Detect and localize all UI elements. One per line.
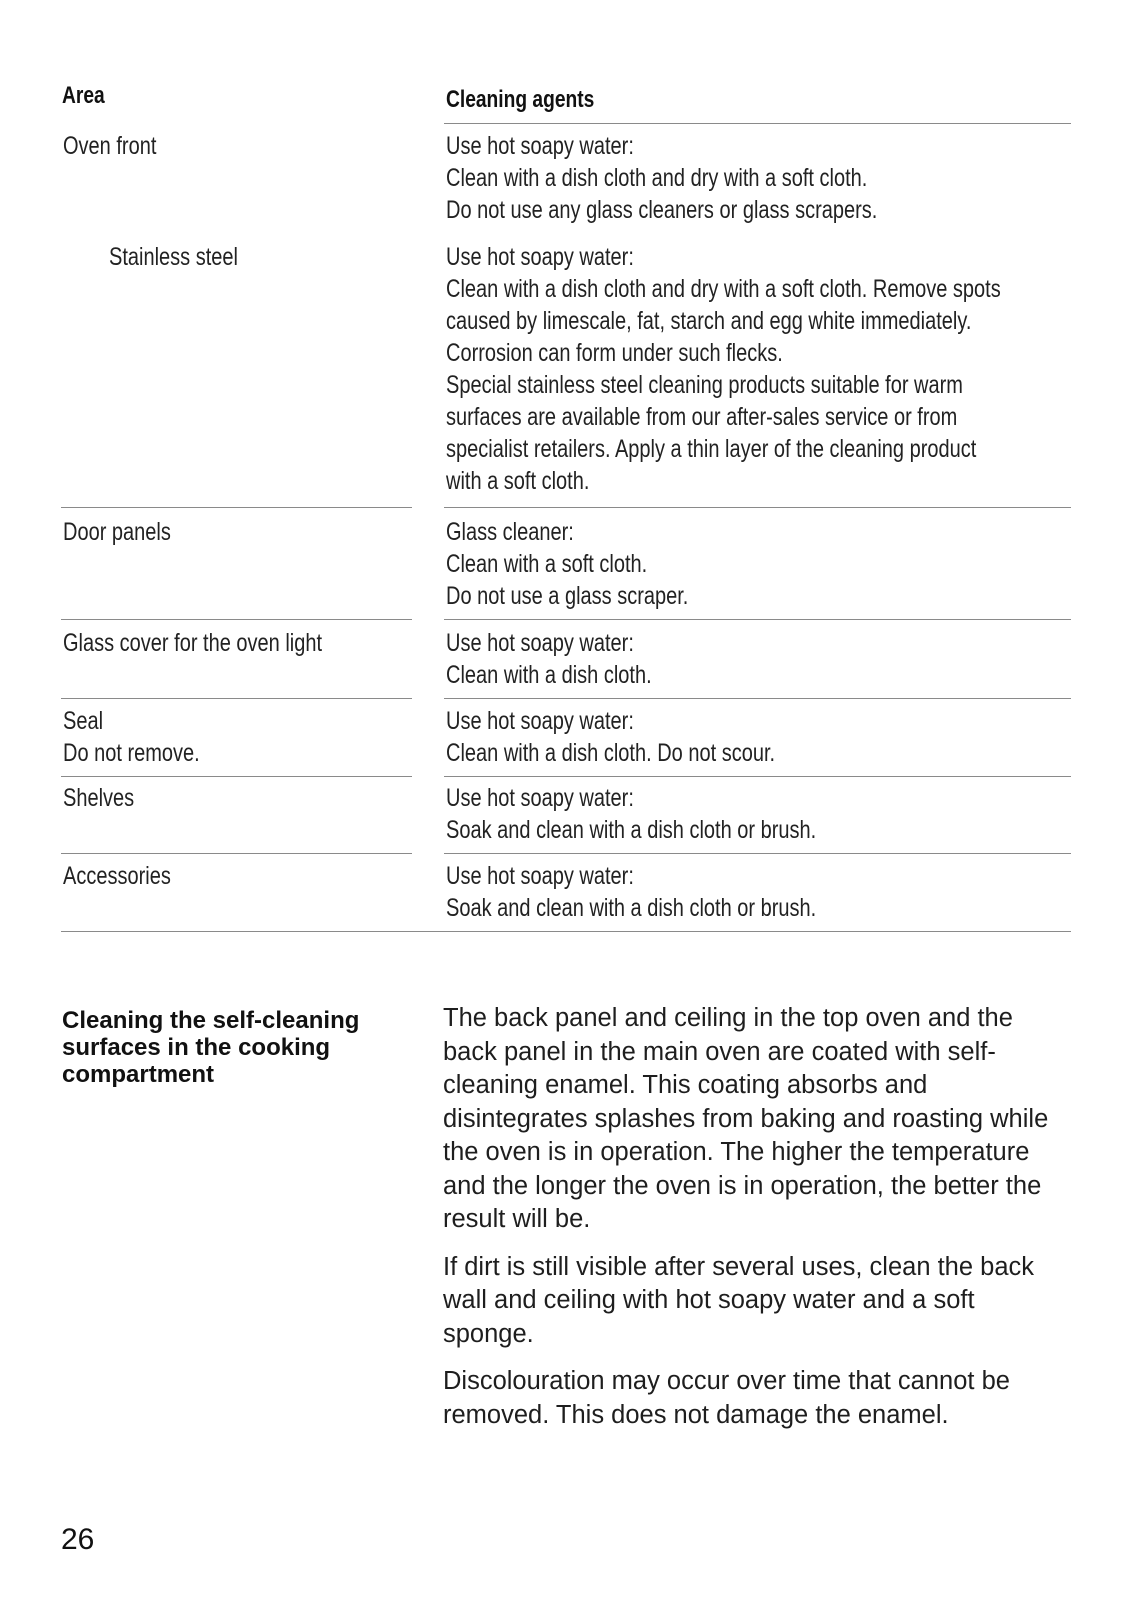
row-divider <box>61 507 412 508</box>
header-divider <box>444 123 1071 124</box>
agent-line: Special stainless steel cleaning products suitable for warm <box>446 371 963 399</box>
agent-line: caused by limescale, fat, starch and egg white immediately. <box>446 307 972 335</box>
agent-line: Glass cleaner: <box>446 518 574 546</box>
agent-line: Use hot soapy water: <box>446 132 634 160</box>
agent-line: Use hot soapy water: <box>446 862 634 890</box>
row-divider <box>444 853 1071 854</box>
row-divider <box>61 698 412 699</box>
agent-line: Use hot soapy water: <box>446 243 634 271</box>
table-row-area <box>109 241 238 273</box>
agent-line: with a soft cloth. <box>446 467 590 495</box>
column-header-cleaning-agents: Cleaning agents <box>446 86 595 113</box>
agent-line: Use hot soapy water: <box>446 707 634 735</box>
table-row-area <box>63 860 171 892</box>
table-row-agents <box>446 516 688 612</box>
row-divider <box>61 619 412 620</box>
agent-line: specialist retailers. Apply a thin layer of the cleaning product <box>446 435 977 463</box>
table-row-area <box>63 782 134 814</box>
agent-line: Clean with a soft cloth. <box>446 550 648 578</box>
row-divider <box>444 507 1071 508</box>
table-row-agents <box>446 241 1001 497</box>
area-label: Glass cover for the oven light <box>63 629 323 657</box>
row-divider <box>444 776 1071 777</box>
agent-line: Clean with a dish cloth. <box>446 661 652 689</box>
agent-line: Do not use any glass cleaners or glass scrapers. <box>446 196 878 224</box>
row-divider <box>444 698 1071 699</box>
table-row-area <box>63 516 171 548</box>
agent-line: Clean with a dish cloth and dry with a soft cloth. <box>446 164 868 192</box>
table-row-agents <box>446 860 816 924</box>
section-body <box>443 1002 1063 1432</box>
agent-line: Do not use a glass scraper. <box>446 582 689 610</box>
agent-line: Soak and clean with a dish cloth or brush. <box>446 816 817 844</box>
area-label: Door panels <box>63 518 171 546</box>
row-divider <box>61 853 412 854</box>
area-label: Shelves <box>63 784 135 812</box>
agent-line: Corrosion can form under such flecks. <box>446 339 783 367</box>
table-row-agents <box>446 130 877 226</box>
agent-line: Soak and clean with a dish cloth or brush. <box>446 894 817 922</box>
table-row-agents <box>446 627 652 691</box>
agent-line: Use hot soapy water: <box>446 629 634 657</box>
table-row-agents <box>446 705 775 769</box>
area-label: Oven front <box>63 132 157 160</box>
table-row-agents <box>446 782 816 846</box>
area-label: Seal <box>63 707 104 735</box>
paragraph: Discolouration may occur over time that cannot be removed. This does not damage the enamel. <box>443 1367 1010 1429</box>
paragraph: The back panel and ceiling in the top oven and the back panel in the main oven are coated with self-cleaning enamel. This coating absorbs and disintegrates splashes from baking and roasting while the oven is in operation. The higher the temperature and the longer the oven is in operation, the better the result will be. <box>443 1004 1049 1233</box>
paragraph: If dirt is still visible after several uses, clean the back wall and ceiling with hot soapy water and a soft sponge. <box>443 1252 1034 1348</box>
table-bottom-divider <box>61 931 1071 932</box>
area-note: Do not remove. <box>63 739 200 767</box>
agent-line: Clean with a dish cloth. Do not scour. <box>446 739 776 767</box>
table-row-area <box>63 130 156 162</box>
section-title: Cleaning the self-cleaning surfaces in the cooking compartment <box>62 1007 360 1088</box>
page-number: 26 <box>61 1523 95 1556</box>
table-row-area <box>63 627 322 659</box>
row-divider <box>444 619 1071 620</box>
column-header-area: Area <box>62 82 105 109</box>
area-label: Accessories <box>63 862 171 890</box>
row-divider <box>61 776 412 777</box>
agent-line: Use hot soapy water: <box>446 784 634 812</box>
table-row-area <box>63 705 200 769</box>
area-label: Stainless steel <box>109 243 238 271</box>
agent-line: Clean with a dish cloth and dry with a soft cloth. Remove spots <box>446 275 1001 303</box>
agent-line: surfaces are available from our after-sales service or from <box>446 403 958 431</box>
